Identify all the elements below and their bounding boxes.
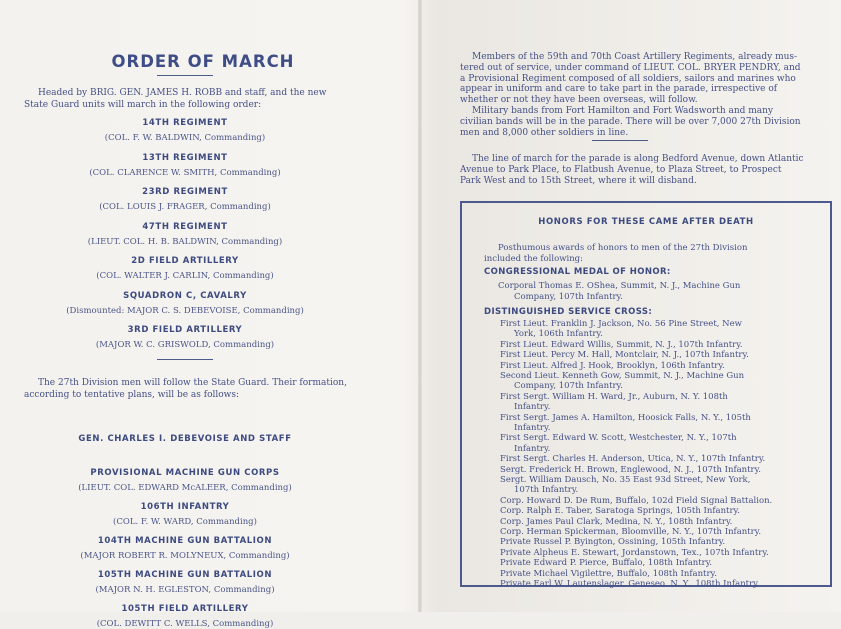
left-page <box>0 0 418 629</box>
division-intro-paragraph: The 27th Division men will follow the State Guard. Their formation, according to tentative plans, will be as follows: <box>24 378 347 400</box>
recipient-line: Infantry. <box>514 402 551 413</box>
unit-commander: (Dismounted: MAJOR C. S. DEBEVOISE, Commanding) <box>66 305 304 316</box>
unit-commander: (COL. CLARENCE W. SMITH, Commanding) <box>89 167 281 178</box>
right-divider <box>592 140 648 141</box>
recipient-line: Infantry. <box>514 423 551 433</box>
medal-of-honor-heading: CONGRESSIONAL MEDAL OF HONOR: <box>484 267 671 277</box>
recipient-line: First Sergt. Charles H. Anderson, Utica, N. Y., 107th Infantry. <box>500 454 766 465</box>
recipient-line: 107th Infantry. <box>514 485 579 496</box>
unit-name: SQUADRON C, CAVALRY <box>123 290 247 301</box>
unit-name: 47TH REGIMENT <box>142 221 228 232</box>
paragraph-line: The line of march for the parade is along Bedford Avenue, down Atlantic <box>472 154 804 164</box>
recipient-line: First Lieut. Alfred J. Hook, Brooklyn, 106th Infantry. <box>500 360 725 371</box>
unit-name: 13TH REGIMENT <box>142 152 228 163</box>
page-title: ORDER OF MARCH <box>111 52 295 71</box>
unit-name: 3RD FIELD ARTILLERY <box>127 325 243 335</box>
paragraph-line: Avenue to Park Place, to Flatbush Avenue, to Plaza Street, to Prospect <box>460 164 782 175</box>
paragraph-line: men and 8,000 other soldiers in line. <box>460 127 629 138</box>
recipient-line: Sergt. William Dausch, No. 35 East 93d Street, New York, <box>500 475 751 485</box>
recipient-line: Company, 107th Infantry. <box>514 291 623 302</box>
recipient-line: Second Lieut. Kenneth Gow, Summit, N. J., Machine Gun <box>500 371 745 381</box>
unit-commander: (LIEUT. COL. EDWARD McALEER, Commanding) <box>78 483 292 493</box>
recipient-line: Infantry. <box>514 443 551 454</box>
unit-commander: (COL. LOUIS J. FRAGER, Commanding) <box>99 202 271 212</box>
unit-commander: (COL. DEWITT C. WELLS, Commanding) <box>96 619 274 629</box>
honors-box <box>460 201 832 587</box>
unit-name: 106TH INFANTRY <box>140 502 230 512</box>
recipient-line: First Sergt. Edward W. Scott, Westchester, N. Y., 107th <box>500 433 737 444</box>
unit-commander: (MAJOR W. C. GRISWOLD, Commanding) <box>95 340 275 350</box>
unit-name: 2D FIELD ARTILLERY <box>131 256 239 266</box>
title-divider <box>157 75 213 76</box>
unit-commander: (COL. F. W. WARD, Commanding) <box>113 517 257 527</box>
honors-intro-line: included the following: <box>484 253 583 264</box>
unit-name: 14TH REGIMENT <box>142 118 228 128</box>
paragraph-line: Members of the 59th and 70th Coast Artillery Regiments, already mus- <box>472 52 798 62</box>
recipient-line: Private Michael Vigilettre, Buffalo, 108th Infantry. <box>500 568 717 579</box>
honors-intro-line: Posthumous awards of honors to men of the 27th Division <box>498 243 748 253</box>
unit-commander: (MAJOR N. H. EGLESTON, Commanding) <box>95 585 275 595</box>
recipient-line: Private Earl W. Lautenslager, Geneseo, N. Y., 108th Infantry. <box>500 579 760 589</box>
recipient-line: Private Russel P. Byington, Ossining, 105th Infantry. <box>500 537 726 548</box>
unit-name: PROVISIONAL MACHINE GUN CORPS <box>90 468 280 478</box>
right-page <box>422 0 841 612</box>
recipient-line: Corporal Thomas E. OShea, Summit, N. J., Machine Gun <box>498 281 741 291</box>
recipient-line: Sergt. Frederick H. Brown, Englewood, N. J., 107th Infantry. <box>500 464 761 475</box>
recipient-line: Private Edward P. Pierce, Buffalo, 108th Infantry. <box>500 558 713 569</box>
recipient-line: First Lieut. Franklin J. Jackson, No. 56 Pine Street, New <box>500 319 742 329</box>
recipient-line: First Sergt. William H. Ward, Jr., Auburn, N. Y. 108th <box>500 391 728 402</box>
unit-name: 23RD REGIMENT <box>142 187 228 197</box>
unit-commander: (LIEUT. COL. H. B. BALDWIN, Commanding) <box>87 236 283 247</box>
paragraph-line: tered out of service, under command of LIEUT. COL. BRYER PENDRY, and <box>460 62 801 73</box>
recipient-line: Corp. James Paul Clark, Medina, N. Y., 108th Infantry. <box>500 516 733 527</box>
unit-name: 105TH FIELD ARTILLERY <box>121 604 249 614</box>
unit-name: 104TH MACHINE GUN BATTALION <box>97 536 273 546</box>
unit-name: GEN. CHARLES I. DEBEVOISE AND STAFF <box>78 434 292 444</box>
unit-name: 105TH MACHINE GUN BATTALION <box>97 570 273 580</box>
recipient-line: Corp. Ralph E. Taber, Saratoga Springs, 105th Infantry. <box>500 506 740 517</box>
paragraph-line: appear in uniform and care to take part in the parade, irrespective of <box>460 84 778 95</box>
recipient-line: First Lieut. Edward Willis, Summit, N. J., 107th Infantry. <box>500 339 743 350</box>
recipient-line: Corp. Herman Spickerman, Bloomville, N. Y., 107th Infantry. <box>500 527 762 537</box>
honors-title: HONORS FOR THESE CAME AFTER DEATH <box>538 217 754 227</box>
recipient-line: York, 106th Infantry. <box>514 329 603 340</box>
unit-commander: (COL. WALTER J. CARLIN, Commanding) <box>96 271 274 281</box>
recipient-line: First Lieut. Percy M. Hall, Montclair, N. J., 107th Infantry. <box>500 350 749 361</box>
section-divider <box>157 359 213 360</box>
unit-commander: (MAJOR ROBERT R. MOLYNEUX, Commanding) <box>80 551 290 561</box>
paragraph-line: whether or not they have been overseas, will follow. <box>460 95 698 106</box>
recipient-line: Company, 107th Infantry. <box>514 381 623 392</box>
paragraph-line: Military bands from Fort Hamilton and Fort Wadsworth and many <box>472 106 774 116</box>
unit-commander: (COL. F. W. BALDWIN, Commanding) <box>104 133 266 143</box>
paragraph-line: a Provisional Regiment composed of all soldiers, sailors and marines who <box>460 73 796 84</box>
recipient-line: First Sergt. James A. Hamilton, Hoosick Falls, N. Y., 105th <box>500 412 751 423</box>
service-cross-heading: DISTINGUISHED SERVICE CROSS: <box>484 307 653 317</box>
intro-paragraph: Headed by BRIG. GEN. JAMES H. ROBB and staff, and the new State Guard units will march in the following order: <box>24 88 327 110</box>
paragraph-line: civilian bands will be in the parade. There will be over 7,000 27th Division <box>460 116 801 127</box>
recipient-line: Private Alpheus E. Stewart, Jordanstown, Tex., 107th Infantry. <box>500 547 769 558</box>
paragraph-line: Park West and to 15th Street, where it will disband. <box>460 175 697 186</box>
recipient-line: Corp. Howard D. De Rum, Buffalo, 102d Field Signal Battalion. <box>500 495 773 506</box>
